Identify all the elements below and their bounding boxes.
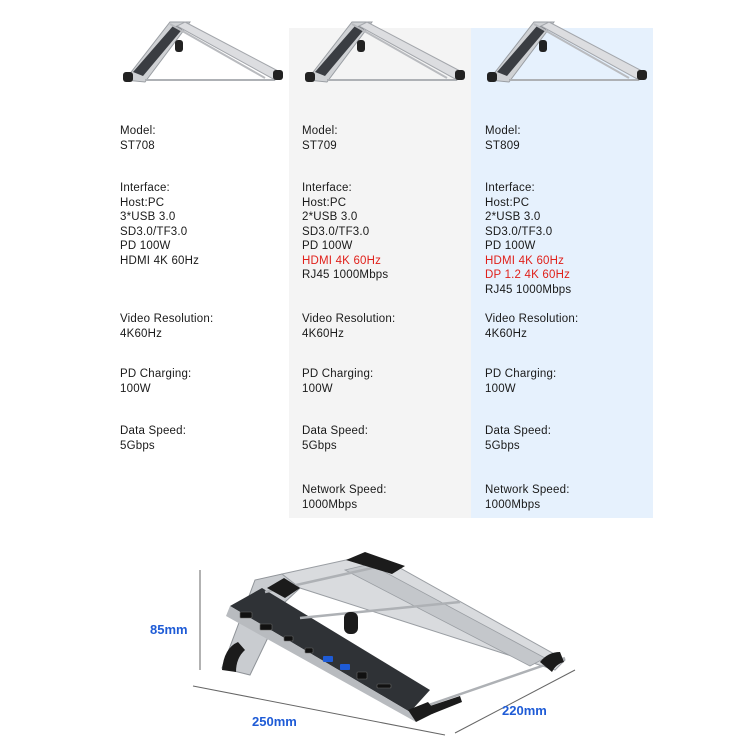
stand-dimension-illustration [0,530,750,750]
speed-label: Data Speed: [302,425,369,437]
speed-block-st709 [302,424,368,453]
network-label: Network Speed: [302,484,387,496]
height-dimension-label: 85mm [150,622,188,637]
network-value: 1000Mbps [302,498,358,511]
speed-block-st708 [120,424,186,453]
interface-block-st709 [302,181,388,283]
interface-item: Host:PC [120,196,165,209]
interface-item: RJ45 1000Mbps [485,283,572,296]
video-label: Video Resolution: [120,313,214,325]
pd-label: PD Charging: [120,368,192,380]
depth-dimension-label: 220mm [502,703,547,718]
interface-item: PD 100W [120,240,171,252]
speed-label: Data Speed: [485,425,552,437]
interface-item: PD 100W [485,240,536,252]
pd-label: PD Charging: [302,368,374,380]
model-value: ST708 [120,139,155,152]
model-label: Model: [120,125,156,137]
interface-item: Host:PC [302,196,347,209]
model-value: ST809 [485,139,520,152]
interface-label: Interface: [120,182,170,194]
interface-item: SD3.0/TF3.0 [485,225,553,238]
width-dimension-label: 250mm [252,714,297,729]
speed-value: 5Gbps [120,439,155,452]
interface-label: Interface: [302,182,352,194]
speed-label: Data Speed: [120,425,187,437]
interface-block-st809 [485,181,571,297]
interface-item: 3*USB 3.0 [120,211,176,223]
video-label: Video Resolution: [485,313,579,325]
pd-label: PD Charging: [485,368,557,380]
network-label: Network Speed: [485,484,570,496]
stand-thumbnail-st809 [479,10,654,90]
video-value: 4K60Hz [302,327,345,340]
network-block-st709 [302,483,387,512]
network-block-st809 [485,483,570,512]
interface-item: SD3.0/TF3.0 [302,225,370,238]
interface-item-highlight: HDMI 4K 60Hz [302,254,382,267]
network-value: 1000Mbps [485,498,541,511]
interface-block-st708 [120,181,199,268]
pd-block-st708 [120,367,191,396]
stand-thumbnail-st708 [115,10,290,90]
model-value: ST709 [302,139,337,152]
video-value: 4K60Hz [120,327,163,340]
interface-item: 2*USB 3.0 [302,211,358,223]
video-block-st809 [485,312,578,341]
interface-item-highlight: HDMI 4K 60Hz [485,254,565,267]
interface-item: RJ45 1000Mbps [302,269,389,281]
interface-item: Host:PC [485,196,530,209]
pd-block-st809 [485,367,556,396]
video-value: 4K60Hz [485,327,528,340]
speed-value: 5Gbps [302,439,337,452]
model-block-st809 [485,124,521,153]
video-block-st708 [120,312,213,341]
pd-value: 100W [485,382,516,395]
pd-block-st709 [302,367,373,396]
stand-thumbnail-st709 [297,10,472,90]
pd-value: 100W [302,382,333,395]
interface-item-highlight: DP 1.2 4K 60Hz [485,269,571,281]
depth-dimension-line [455,670,575,733]
model-label: Model: [485,125,521,137]
interface-item: PD 100W [302,240,353,252]
video-label: Video Resolution: [302,313,396,325]
model-block-st708 [120,124,156,153]
model-label: Model: [302,125,338,137]
model-block-st709 [302,124,338,153]
video-block-st709 [302,312,395,341]
interface-label: Interface: [485,182,535,194]
interface-item: HDMI 4K 60Hz [120,254,200,267]
interface-item: SD3.0/TF3.0 [120,225,188,238]
pd-value: 100W [120,382,151,395]
interface-item: 2*USB 3.0 [485,211,541,223]
speed-block-st809 [485,424,551,453]
speed-value: 5Gbps [485,439,520,452]
